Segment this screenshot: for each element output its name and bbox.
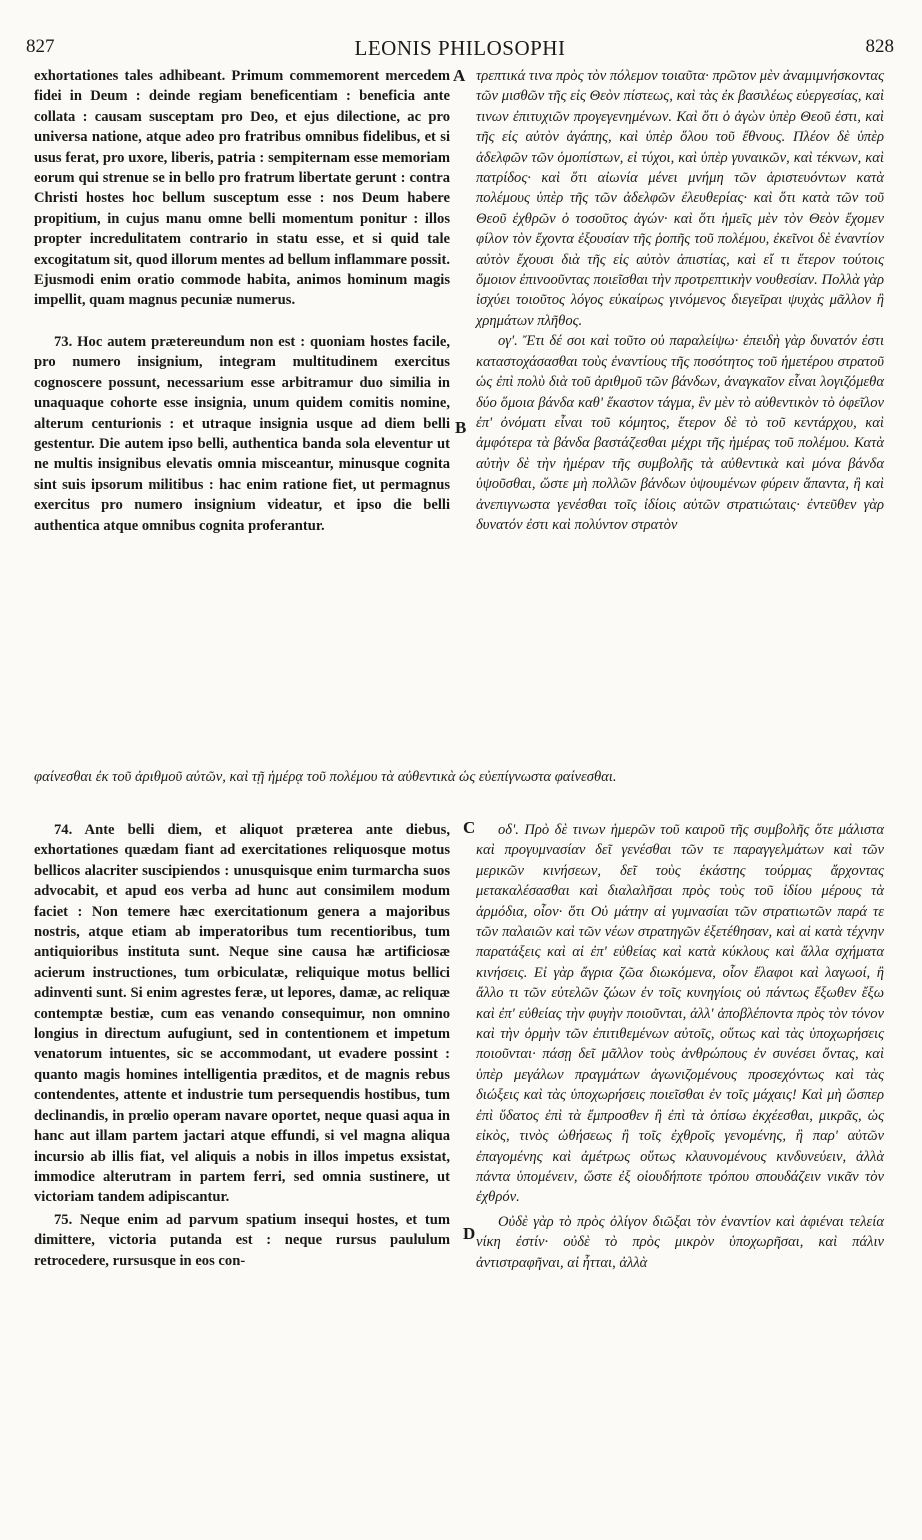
greek-paragraph-74: οδ'. Πρὸ δὲ τινων ἡμερῶν τοῦ καιροῦ τῆς συμβολῆς ὅτε μάλιστα καὶ προγυμνασίαν δεῖ γενέσθαι τῶν τε παραγγελμάτων καὶ τῶν μερικῶν κινήσεων, δεῖ τοὺς ἑκάστης τούρμας ἄρχοντας μετακαλέσασθαι καὶ διαλαλῆσαι πρὸς τοὺς τοῦ ἰδίου μέρους τὰ ἁρμόδια, οἷον· ὅτι Οὐ μάτην αἱ γυμνασίαι τῶν στρατιωτῶν παρά τε τῶν παλαιῶν καὶ τῶν νέων στρατηγῶν ἐξετέθησαν, καὶ αἱ κατὰ τέχνην παρατάξεις καὶ αἱ ἐπ' εὐθείας καὶ κατὰ κύκλους καὶ ἄλλα σχήματα κινήσεις. Εἰ γὰρ ἄγρια ζῶα διωκόμενα, οἷον ἔλαφοι καὶ λαγωοί, ἢ ἄλλο τι τῶν εὐτελῶν ζώων ἐν τοῖς κυνηγίοις οὐ πάντως ἔξωθεν ἔξω καὶ ἐπ' εὐθείας τὴν φυγὴν ποιοῦνται, ἀλλ' ἀποβλέποντα πρὸς τὸν τόνον καὶ τὴν ὁρμὴν τῶν ἐπιτιθεμένων αὐτοῖς, οὕτως καὶ τὰς ὑποχωρήσεις ποιοῦνται· πάσῃ δεῖ μᾶλλον τοὺς ἀνθρώπους ἐν συνέσει ὄντας, καὶ ὑπὲρ μεγάλων πραγμάτων ἀγωνιζομένους προσεχόντως καὶ τὰς διώξεις καὶ τὰς ὑποχωρήσεις ποιεῖσθαι ἐν τοῖς μάχαις! Καὶ μὴ ὥσπερ ἐπὶ ὕδατος ἐπὶ τὰ ἔμπροσθεν ἢ ἐπὶ τὰ ὀπίσω ἐκχέεσθαι, μικρᾶς, ὡς εἰκὸς, τινὸς ὠθήσεως ἢ τοῖς ἐχθροῖς γενομένης, ἢ παρ' αὐτῶν ἐπαγομένης καὶ ἀμέτρως οὕτως κλαυνομένους κινδυνεύειν, ἀλλὰ πάντα ὑπομένειν, ὥστε ἐξ οἱουδήποτε τρόπου σπουδάζειν νικᾶν τὸν ἐχθρόν. — [476, 822, 884, 1206]
page-number-left: 827 — [26, 36, 55, 57]
running-title: LEONIS PHILOSOPHI — [354, 36, 566, 60]
section-marker-a: A — [453, 66, 466, 85]
latin-paragraph-72-end: exhortationes tales adhibeant. Primum commemorent mercedem fidei in Deum : deinde regiam beneficentiam : beneficia ante collata : causam susceptam pro Deo, et ejus dilectione, ac pro universa natione, atque adeo pro fratribus omnibus fidelibus, et si usus ferat, pro uxore, liberis, patria : sempiternam esse memoriam eorum qui strenue se in bello pro fratrum libertate gerunt : contra Christi hostes hoc bellum susceptum esse : nos Deum habere propitium, in cujus manu omne belli momentum ponitur : illos propter incredulitatem contrario in statu esse, et si quid tale excogitatum sit, quod illorum mentes ad bellum inflammare possit. Ejusmodi enim oratio commode habita, animos hominum magis impellit, quam magnus pecuniæ numerus. — [34, 68, 450, 309]
greek-column-bottom — [476, 820, 884, 1273]
page-number-right: 828 — [865, 36, 894, 57]
section-marker-d: D — [463, 1224, 476, 1243]
section-marker-c: C — [463, 818, 476, 837]
greek-paragraph-75: Οὐδὲ γὰρ τὸ πρὸς ὀλίγον διῶξαι τὸν ἐναντίον καὶ ἀφιέναι τελεία νίκη ἐστίν· οὐδὲ τὸ πρὸς μικρὸν ὑποχωρῆσαι, καὶ πάλιν ἀντιστραφῆναι, αἱ ἧτται, ἀλλὰ — [476, 1213, 884, 1271]
greek-full-width-line: φαίνεσθαι ἐκ τοῦ ἀριθμοῦ αὐτῶν, καὶ τῇ ἡμέρᾳ τοῦ πολέμου τὰ αὐθεντικὰ ὡς εὐεπίγνωστα φαίνεσθαι. — [34, 769, 617, 785]
latin-paragraph-74: 74. Ante belli diem, et aliquot præterea ante diebus, exhortationes quædam fiant ad exercitationes reliquosque motus bellicos alacriter suscipiendos : unusquisque enim turmarcha suos advocabit, et apud eos verba ad hunc aut consimilem modum faciet : Non temere hæc exercitationum genera a majoribus nostris, atque etiam ab imperatoribus tum recentioribus, tum antiquioribus instituta sunt. Neque sine causa hæ artificiosæ acierum instructiones, tum orbiculatæ, reliquique motus bellici adinventi sunt. Si enim agrestes feræ, ut lepores, damæ, ac reliquæ contemptæ bestiæ, cum eas venando consequimur, non omnino longius in directum aufugiunt, sed in contentionem et impetum venatorum intuentes, sic se accommodant, ut evadere possint : quanto magis homines intelligentia præditos, et de magnis rebus contendentes, attente et industrie tum persequendis hostibus, tum declinandis, in prœlio operam navare oportet, neque quasi aqua in hanc aut illam partem jactari atque effundi, si vel magna aliqua incursio ab illis fiat, vel aliquis a nobis in illos impetus exsistat, immodice alterutram in partem ferri, sed omnia sustinere, ut victoriam tandem adipiscantur. — [34, 822, 450, 1206]
latin-paragraph-75: 75. Neque enim ad parvum spatium insequi hostes, et tum dimittere, victoria putanda est : neque rursus paululum retrocedere, rursusque in eos con- — [34, 1211, 450, 1269]
greek-column-top — [476, 66, 884, 535]
latin-paragraph-73: 73. Hoc autem prætereundum non est : quoniam hostes facile, pro numero insignium, integram multitudinem exercitus cognoscere possunt, necessarium esse arbitramur duo similia in unaquaque cohorte esse insignia, unum quidem comitis nomine, alterum centurionis : et utraque insignia usque ad diem belli gestentur. Die autem ipso belli, authentica banda sola eleventur ut ne multis insignibus elevatis omnia misceantur, minusque cognita sint suis ipsorum militibus : hac enim ratione fiet, ut permagnus exercitus pro numero insignium videatur, et ipso die belli authentica atque omnibus cognita proferantur. — [34, 333, 450, 534]
greek-paragraph-72-end: τρεπτικά τινα πρὸς τὸν πόλεμον τοιαῦτα· πρῶτον μὲν ἀναμιμνήσκοντας τῶν μισθῶν τῆς εἰς Θεὸν πίστεως, καὶ τὰς ἐκ βασιλέως εὐεργεσίας, καὶ τινων ἐπιτυχιῶν προγεγενημένων. Καὶ ὅτι ὁ ἀγὼν ὑπὲρ Θεοῦ ἐστι, καὶ τῆς εἰς αὐτὸν ἀγάπης, καὶ ὑπὲρ ὅλου τοῦ ἔθνους. Πλέον δὲ ὑπὲρ ἀδελφῶν τῶν ὁμοπίστων, εἰ τύχοι, καὶ ὑπὲρ γυναικῶν, καὶ τέκνων, καὶ πατρίδος· καὶ ὅτι αἰωνία μένει μνήμη τῶν ἀριστευόντων κατὰ πολέμους ὑπὲρ τῆς τῶν ἀδελφῶν ἐλευθερίας· καὶ ὅτι κατὰ τῶν τοῦ Θεοῦ ἐχθρῶν ὁ τοσοῦτος ἀγών· καὶ ὅτι ἡμεῖς μὲν τὸν Θεὸν ἔχομεν φίλον τὸν ἔχοντα ἐξουσίαν τῆς ῥοπῆς τοῦ πολέμου, ἐκεῖνοι δὲ ἐναντίον αὐτὸν ἔχουσι διὰ τῆς εἰς αὐτὸν ἀπιστίας, καὶ εἴ τι ἕτερον τούτοις ὅμοιον ἐπινοοῦντας ποιεῖσθαι τὴν προτρεπτικὴν νουθεσίαν. Πολλὰ γὰρ ἰσχύει τοιοῦτος λόγος εὐκαίρως γινόμενος διεγεῖραι ψυχὰς μᾶλλον ἢ χρημάτων πλῆθος. — [476, 68, 884, 329]
latin-column-top — [34, 66, 450, 536]
running-header — [26, 36, 894, 62]
greek-paragraph-73: ογ'. Ἔτι δέ σοι καὶ τοῦτο οὐ παραλείψω· ἐπειδὴ γὰρ δυνατόν ἐστι καταστοχάσασθαι τοὺς ἐναντίους τῆς ποσότητος τοῦ ἡμετέρου στρατοῦ ὡς ἐπὶ πολὺ διὰ τοῦ ἀριθμοῦ τῶν βάνδων, ἀναγκαῖον εἶναι λογιζόμεθα δύο ὅμοια βάνδα καθ' ἕκαστον τάγμα, ἓν μὲν τὸ αὐθεντικὸν τὸ ὀφεῖλον ἐπ' ὀνόματι εἶναι τοῦ κόμητος, ἕτερον δὲ τὸ τοῦ κεντάρχου, καὶ ἀμφότερα τὰ βάνδα βαστάζεσθαι μέχρι τῆς ἡμέρας τοῦ πολέμου. Κατὰ αὐτὴν δὲ τὴν ἡμέραν τῆς συμβολῆς τὰ αὐθεντικὰ καὶ μόνα βάνδα ὑψοῦσθαι, ὥστε μὴ πολλῶν βάνδων ὑψουμένων φύρειν ἅπαντα, ἢ καὶ ἀνεπιγνωστα γενέσθαι τοῖς ἰδίοις αὐτῶν στρατιώταις· ἐντεῦθεν γὰρ δυνατόν ἐστι καὶ πολύντον στρατὸν — [476, 333, 884, 533]
latin-column-bottom — [34, 820, 450, 1271]
section-marker-b: B — [455, 418, 467, 437]
